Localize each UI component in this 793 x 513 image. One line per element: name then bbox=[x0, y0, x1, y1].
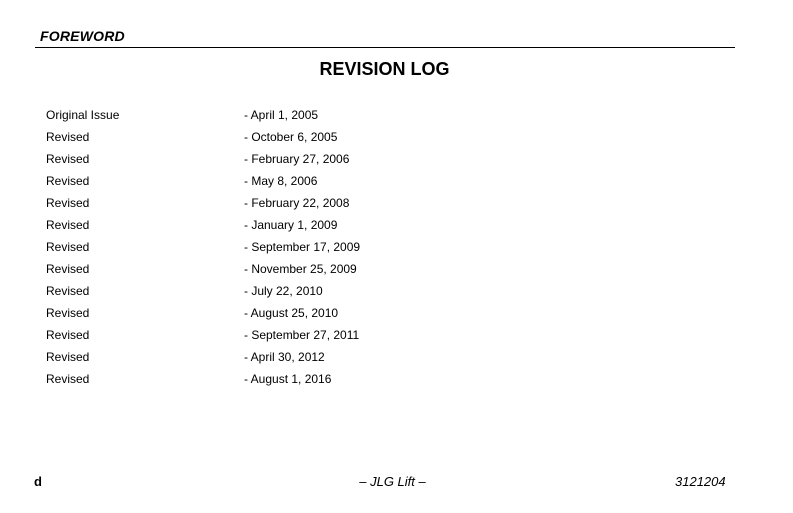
revision-date: - November 25, 2009 bbox=[244, 262, 357, 276]
revision-type: Revised bbox=[46, 262, 90, 276]
revision-date: - April 30, 2012 bbox=[244, 350, 325, 364]
revision-date: - January 1, 2009 bbox=[244, 218, 338, 232]
page-title: REVISION LOG bbox=[319, 59, 450, 79]
revision-row bbox=[46, 371, 406, 393]
revision-type: Revised bbox=[46, 130, 90, 144]
revision-date: - April 1, 2005 bbox=[244, 108, 319, 122]
revision-row bbox=[46, 283, 406, 305]
revision-date: - February 22, 2008 bbox=[244, 196, 350, 210]
revision-type: Revised bbox=[46, 284, 90, 298]
revision-type: Revised bbox=[46, 306, 90, 320]
revision-row bbox=[46, 173, 406, 195]
revision-date: - October 6, 2005 bbox=[244, 130, 338, 144]
revision-type: Revised bbox=[46, 196, 90, 210]
revision-row bbox=[46, 129, 406, 151]
revision-row bbox=[46, 349, 406, 371]
revision-date: - May 8, 2006 bbox=[244, 174, 318, 188]
revision-type: Revised bbox=[46, 240, 90, 254]
revision-row bbox=[46, 217, 406, 239]
revision-date: - August 25, 2010 bbox=[244, 306, 339, 320]
document-number: 3121204 bbox=[675, 474, 726, 489]
revision-date: - September 17, 2009 bbox=[244, 240, 361, 254]
revision-type: Revised bbox=[46, 350, 90, 364]
revision-row bbox=[46, 239, 406, 261]
revision-row bbox=[46, 107, 406, 129]
revision-row bbox=[46, 261, 406, 283]
revision-list bbox=[46, 107, 406, 393]
revision-date: - February 27, 2006 bbox=[244, 152, 350, 166]
revision-row bbox=[46, 151, 406, 173]
section-header: FOREWORD bbox=[40, 28, 125, 44]
revision-row bbox=[46, 327, 406, 349]
revision-date: - August 1, 2016 bbox=[244, 372, 332, 386]
revision-date: - July 22, 2010 bbox=[244, 284, 323, 298]
footer-manufacturer: – JLG Lift – bbox=[359, 474, 426, 489]
revision-type: Revised bbox=[46, 174, 90, 188]
revision-row bbox=[46, 195, 406, 217]
revision-date: - September 27, 2011 bbox=[244, 328, 360, 342]
revision-type: Revised bbox=[46, 152, 90, 166]
header-divider bbox=[35, 47, 735, 48]
revision-type: Original Issue bbox=[46, 108, 120, 122]
revision-type: Revised bbox=[46, 328, 90, 342]
page-number: d bbox=[34, 474, 42, 489]
revision-type: Revised bbox=[46, 372, 90, 386]
revision-row bbox=[46, 305, 406, 327]
revision-type: Revised bbox=[46, 218, 90, 232]
